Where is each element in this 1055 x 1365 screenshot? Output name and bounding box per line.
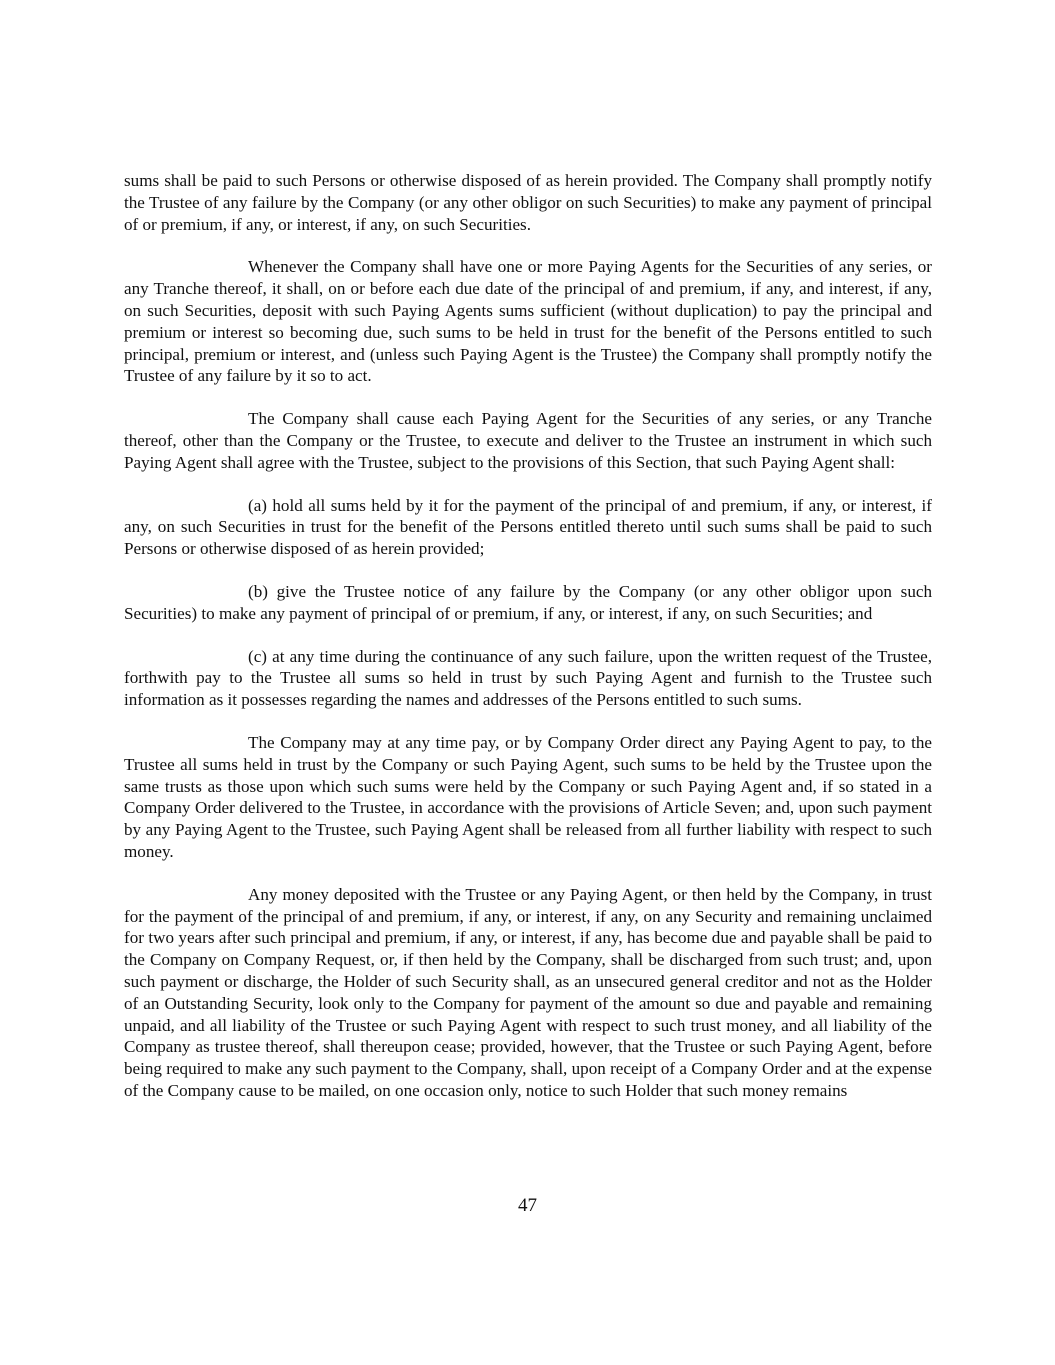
document-body [124, 170, 932, 1123]
paragraph-unclaimed-money: Any money deposited with the Trustee or any Paying Agent, or then held by the Company, in trust for the payment of the principal of and premium, if any, or interest, if any, on any Security and remaining unclaimed for two years after such principal and premium, if any, or interest, if any, has become due and payable shall be paid to the Company on Company Request, or, if then held by the Company, shall be discharged from such trust; and, upon such payment or discharge, the Holder of such Security shall, as an unsecured general creditor and not as the Holder of an Outstanding Security, look only to the Company for payment of the amount so due and payable and remaining unpaid, and all liability of the Trustee or such Paying Agent with respect to such trust money, and all liability of the Company as trustee thereof, shall thereupon cease; provided, however, that the Trustee or such Paying Agent, before being required to make any such payment to the Company, shall, upon receipt of a Company Order and at the expense of the Company cause to be mailed, on one occasion only, notice to such Holder that such money remains [124, 884, 932, 1100]
paragraph-continuation: sums shall be paid to such Persons or otherwise disposed of as herein provided. The Company shall promptly notify the Trustee of any failure by the Company (or any other obligor on such Securities) to make any payment of principal of or premium, if any, or interest, if any, on such Securities. [124, 171, 932, 234]
paragraph-paying-agents-deposit: Whenever the Company shall have one or more Paying Agents for the Securities of any series, or any Tranche thereof, it shall, on or before each due date of the principal of and premium, if any, and interest, if any, on such Securities, deposit with such Paying Agents sums sufficient (without duplication) to pay the principal and premium or interest so becoming due, such sums to be held in trust for the benefit of the Persons entitled to such principal, premium or interest, and (unless such Paying Agent is the Trustee) the Company shall promptly notify the Trustee of any failure by it so to act. [124, 257, 932, 386]
clause-c: (c) at any time during the continuance of any such failure, upon the written request of the Trustee, forthwith pay to the Trustee all sums so held in trust by such Paying Agent and furnish to the Trustee such information as it possesses regarding the names and addresses of the Persons entitled to such sums. [124, 646, 932, 710]
clause-b: (b) give the Trustee notice of any failure by the Company (or any other obligor upon such Securities) to make any payment of principal of or premium, if any, or interest, if any, on such Securities; and [124, 581, 932, 623]
paragraph-paying-agent-instrument: The Company shall cause each Paying Agent for the Securities of any series, or any Tranche thereof, other than the Company or the Trustee, to execute and deliver to the Trustee an instrument in which such Paying Agent shall agree with the Trustee, subject to the provisions of this Section, that such Paying Agent shall: [124, 409, 932, 472]
clause-a: (a) hold all sums held by it for the payment of the principal of and premium, if any, or interest, if any, on such Securities in trust for the benefit of the Persons entitled thereto until such sums shall be paid to such Persons or otherwise disposed of as herein provided; [124, 495, 932, 559]
paragraph-company-order-payment: The Company may at any time pay, or by Company Order direct any Paying Agent to pay, to the Trustee all sums held in trust by the Company or such Paying Agent, such sums to be held by the Trustee upon the same trusts as those upon which such sums were held by the Company or such Paying Agent and, if so stated in a Company Order delivered to the Trustee, in accordance with the provisions of Article Seven; and, upon such payment by any Paying Agent to the Trustee, such Paying Agent shall be released from all further liability with respect to such money. [124, 732, 932, 861]
page-number: 47 [518, 1195, 537, 1216]
